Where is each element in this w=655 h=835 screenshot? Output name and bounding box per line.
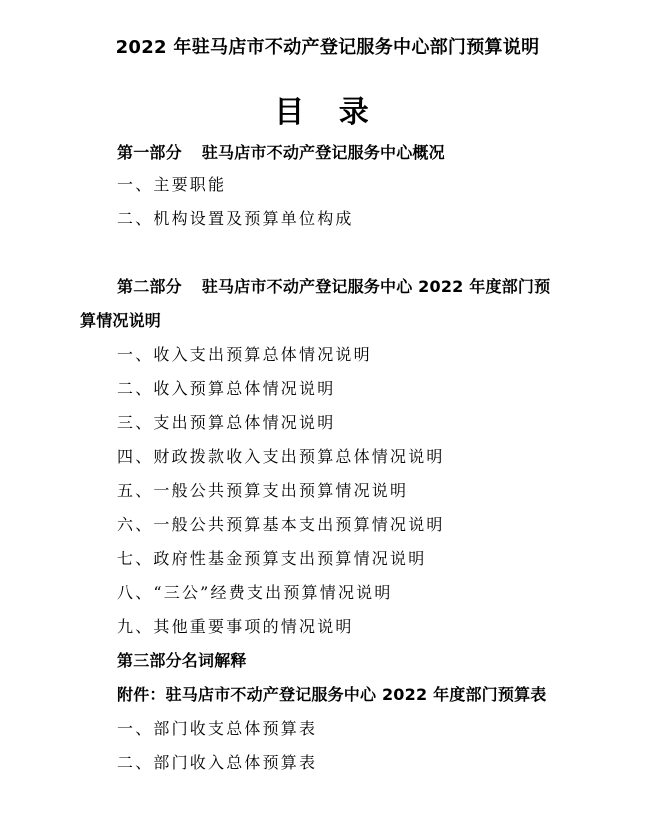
document-title: 2022 年驻马店市不动产登记服务中心部门预算说明 xyxy=(115,37,540,58)
part2-label: 第二部分 xyxy=(117,277,182,296)
attachment-heading: 附件：驻马店市不动产登记服务中心 2022 年度部门预算表 xyxy=(117,685,547,704)
toc-item: 一、收入支出预算总体情况说明 xyxy=(117,345,372,364)
toc-item: 五、一般公共预算支出预算情况说明 xyxy=(117,481,409,500)
toc-item: 一、部门收支总体预算表 xyxy=(117,719,318,738)
toc-item: 八、“三公”经费支出预算情况说明 xyxy=(117,583,393,602)
part2-heading xyxy=(117,276,550,298)
part1-title: 驻马店市不动产登记服务中心概况 xyxy=(201,143,445,162)
toc-item: 二、收入预算总体情况说明 xyxy=(117,379,336,398)
part2-title: 驻马店市不动产登记服务中心 2022 年度部门预 xyxy=(201,277,551,296)
part1-label: 第一部分 xyxy=(117,143,182,162)
toc-item: 二、部门收入总体预算表 xyxy=(117,753,318,772)
toc-item: 七、政府性基金预算支出预算情况说明 xyxy=(117,549,427,568)
part1-heading xyxy=(117,142,445,164)
toc-item: 九、其他重要事项的情况说明 xyxy=(117,617,354,636)
part3-heading: 第三部分名词解释 xyxy=(117,651,247,670)
toc-item: 六、一般公共预算基本支出预算情况说明 xyxy=(117,515,445,534)
toc-item: 三、支出预算总体情况说明 xyxy=(117,413,336,432)
toc-item: 二、机构设置及预算单位构成 xyxy=(117,209,354,228)
toc-heading: 目 录 xyxy=(274,95,381,130)
part2-title-continued: 算情况说明 xyxy=(80,311,162,330)
toc-item: 四、财政拨款收入支出预算总体情况说明 xyxy=(117,447,445,466)
toc-item: 一、主要职能 xyxy=(117,175,227,194)
